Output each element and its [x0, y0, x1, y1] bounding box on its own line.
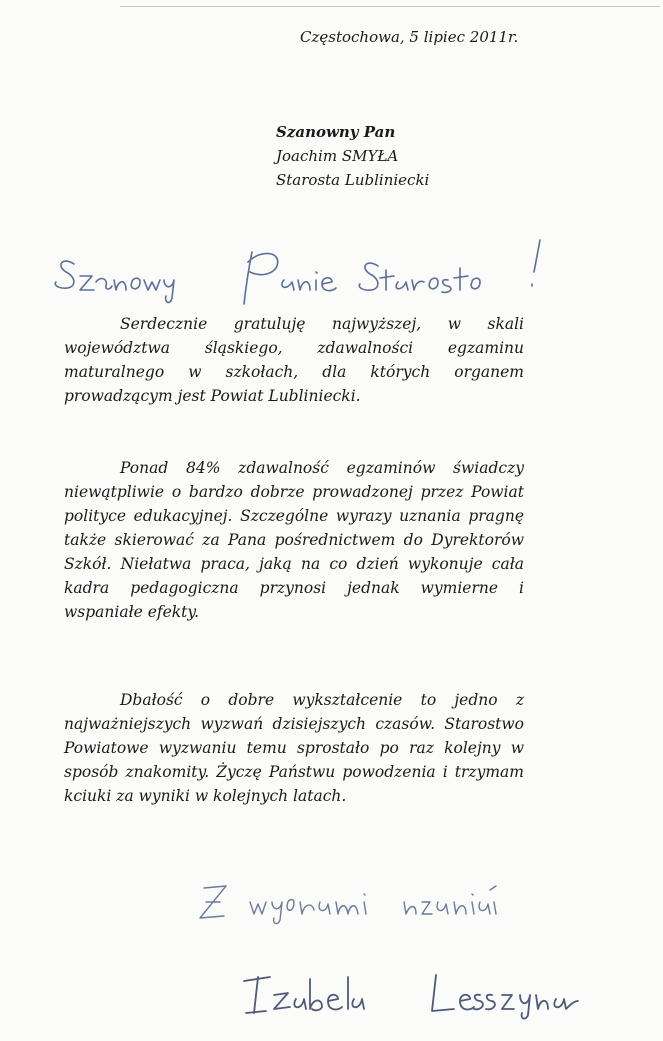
handwritten-greeting-drawing [52, 232, 552, 312]
addressee-title: Starosta Lubliniecki [276, 171, 430, 189]
letter-date: Częstochowa, 5 lipiec 2011r. [300, 28, 519, 46]
scan-edge-line [120, 6, 660, 7]
addressee-name: Joachim SMYŁA [276, 147, 399, 165]
paragraph-1 [64, 312, 524, 408]
signature [240, 955, 580, 1025]
paragraph-3 [64, 688, 524, 808]
paragraph-1-text: Serdecznie gratuluję najwyższej, w skali województwa śląskiego, zdawalności egzaminu maturalnego w szkołach, dla których organem prowadzącym jest Powiat Lubliniecki. [64, 315, 524, 405]
addressee-salutation: Szanowny Pan [276, 123, 396, 141]
addressee-block [276, 120, 576, 192]
handwritten-closing-drawing [190, 872, 550, 932]
paragraph-2 [64, 456, 524, 624]
handwritten-greeting [52, 232, 552, 312]
paragraph-3-text: Dbałość o dobre wykształcenie to jedno z najważniejszych wyzwań dzisiejszych czasów. Starostwo Powiatowe wyzwaniu temu sprostało po raz kolejny w sposób znakomity. Życzę Państwu powodzenia i trzymam kciuki za wyniki w kolejnych latach. [64, 691, 524, 805]
paragraph-2-text: Ponad 84% zdawalność egzaminów świadczy niewątpliwie o bardzo dobrze prowadzonej przez Powiat polityce edukacyjnej. Szczególne wyrazy uznania pragnę także skierować za Pana pośrednictwem do Dyrektorów Szkół. Niełatwa praca, jaką na co dzień wykonuje cała kadra pedagogiczna przynosi jednak wymierne i wspaniałe efekty. [64, 459, 524, 621]
handwritten-closing [190, 872, 550, 932]
signature-drawing [240, 955, 580, 1025]
